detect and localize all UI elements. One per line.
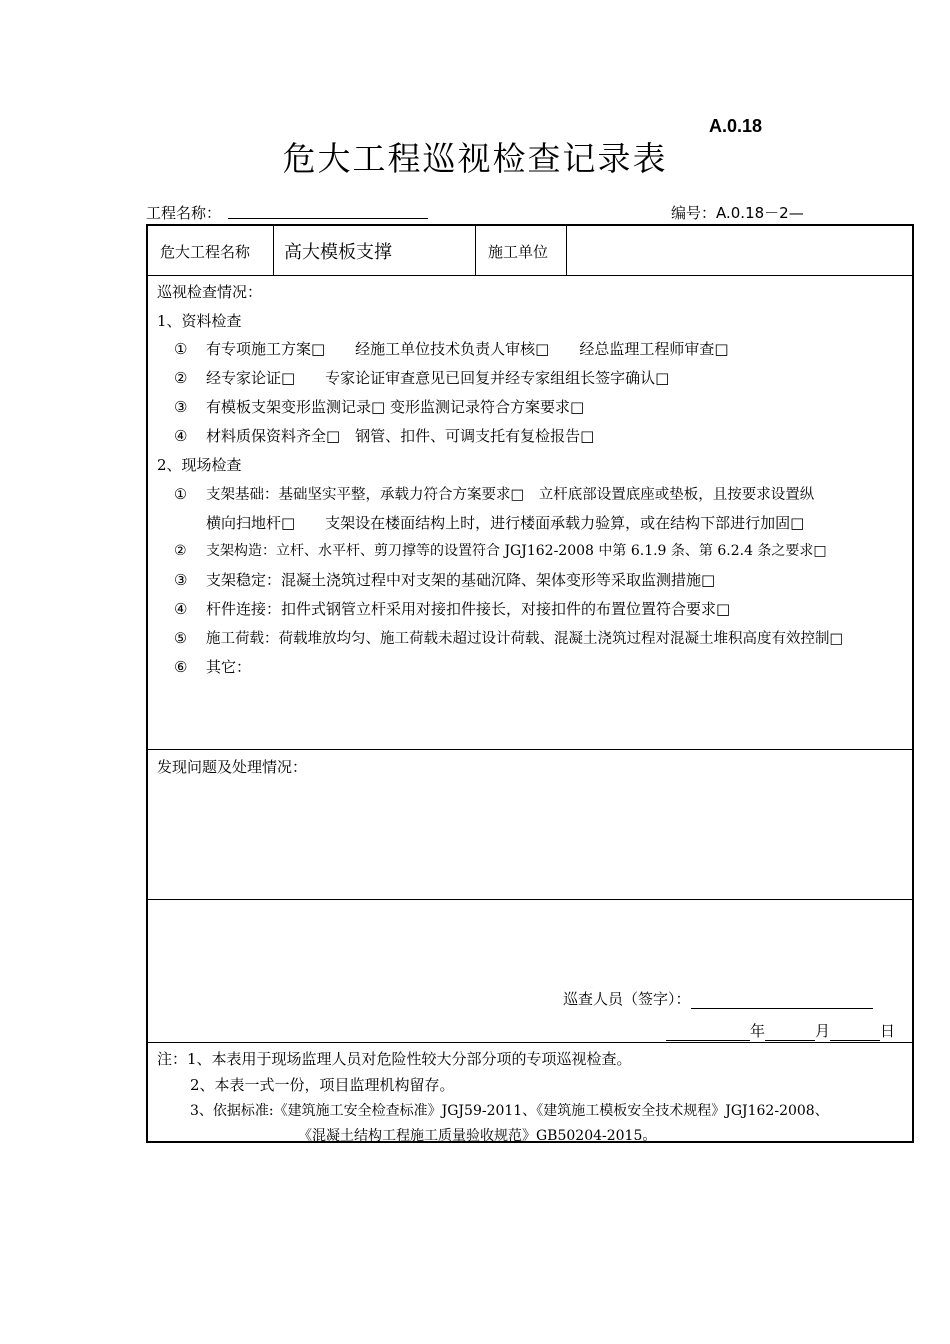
item-number: ③ xyxy=(174,571,188,589)
item-text: 支架基础：基础坚实平整，承载力符合方案要求□ 立杆底部设置底座或垫板，且按要求设置纵 xyxy=(206,487,815,503)
project-name-field[interactable] xyxy=(228,218,428,219)
item-text: 杆件连接：扣件式钢管立杆采用对接扣件接长，对接扣件的布置位置符合要求□ xyxy=(206,600,731,618)
form-code: A.0.18 xyxy=(709,116,763,136)
divider xyxy=(273,226,274,275)
item-text: 支架稳定：混凝土浇筑过程中对支架的基础沉降、架体变形等采取监测措施□ xyxy=(206,571,716,589)
list-item xyxy=(174,656,251,677)
list-item xyxy=(174,425,594,446)
day-field[interactable] xyxy=(830,1023,880,1041)
list-item xyxy=(174,367,669,388)
list-item xyxy=(174,598,730,619)
item-text: 有模板支架变形监测记录□ 变形监测记录符合方案要求□ xyxy=(206,398,585,416)
item-number: ④ xyxy=(174,427,188,445)
danger-project-value[interactable]: 高大模板支撑 xyxy=(284,242,392,263)
page-title: 危大工程巡视检查记录表 xyxy=(282,139,668,178)
note-line: 3、依据标准:《建筑施工安全检查标准》JGJ59-2011、《建筑施工模板安全技术规程》JGJ162-2008、 xyxy=(190,1103,829,1119)
item-number: ③ xyxy=(174,398,188,416)
item-text: 其它： xyxy=(206,658,252,676)
serial-number: 编号：A.0.18－2— xyxy=(671,204,804,222)
inspection-table xyxy=(146,224,914,1143)
list-item xyxy=(174,396,584,417)
item-text: 材料质保资料齐全□ 钢管、扣件、可调支托有复检报告□ xyxy=(206,427,595,445)
inspector-signature-field[interactable] xyxy=(691,991,873,1009)
item-text: 有专项施工方案□ 经施工单位技术负责人审核□ 经总监理工程师审查□ xyxy=(206,340,729,358)
inspection-heading: 巡视检查情况： xyxy=(157,283,263,301)
inspector-signature xyxy=(563,988,873,1009)
project-name-label: 工程名称： xyxy=(146,204,222,222)
inspector-label: 巡查人员（签字）： xyxy=(563,990,691,1008)
danger-project-label: 危大工程名称 xyxy=(160,243,251,261)
item-number: ① xyxy=(174,340,188,358)
month-label: 月 xyxy=(815,1022,831,1040)
list-item xyxy=(174,483,814,504)
item-number: ① xyxy=(174,487,187,503)
divider xyxy=(148,749,912,750)
section1-heading: 1、资料检查 xyxy=(157,312,242,330)
month-field[interactable] xyxy=(765,1023,815,1041)
item-number: ④ xyxy=(174,600,188,618)
item-number: ⑤ xyxy=(174,631,187,647)
divider xyxy=(148,275,912,276)
divider xyxy=(566,226,567,275)
list-item xyxy=(174,569,715,590)
item-number: ② xyxy=(174,543,187,559)
note-line: 注：1、本表用于现场监理人员对危险性较大分部分项的专项巡视检查。 xyxy=(157,1050,632,1068)
construction-unit-label: 施工单位 xyxy=(488,243,549,261)
construction-unit-field[interactable] xyxy=(568,228,908,272)
item-number: ⑥ xyxy=(174,658,188,676)
item-text: 施工荷载：荷载堆放均匀、施工荷载未超过设计荷载、混凝土浇筑过程对混凝土堆积高度有效控制□ xyxy=(206,631,844,647)
section2-heading: 2、现场检查 xyxy=(157,456,242,474)
list-item xyxy=(174,627,843,648)
problems-heading: 发现问题及处理情况： xyxy=(157,758,308,776)
item-number: ② xyxy=(174,369,188,387)
divider xyxy=(148,899,912,900)
list-item xyxy=(174,540,827,560)
year-label: 年 xyxy=(750,1022,766,1040)
note-line: 2、本表一式一份，项目监理机构留存。 xyxy=(190,1076,455,1094)
divider xyxy=(475,226,476,275)
day-label: 日 xyxy=(880,1022,896,1040)
item-text: 支架构造：立杆、水平杆、剪刀撑等的设置符合 JGJ162-2008 中第 6.1.9 条、第 6.2.4 条之要求□ xyxy=(206,543,827,559)
note-line: 《混凝土结构工程施工质量验收规范》GB50204-2015。 xyxy=(298,1128,657,1144)
list-item xyxy=(174,338,729,359)
date-line xyxy=(666,1020,895,1041)
divider xyxy=(148,1042,912,1043)
item-text: 经专家论证□ 专家论证审查意见已回复并经专家组组长签字确认□ xyxy=(206,369,670,387)
list-item-continuation: 横向扫地杆□ 支架设在楼面结构上时，进行楼面承载力验算，或在结构下部进行加固□ xyxy=(206,514,805,532)
year-field[interactable] xyxy=(666,1023,750,1041)
